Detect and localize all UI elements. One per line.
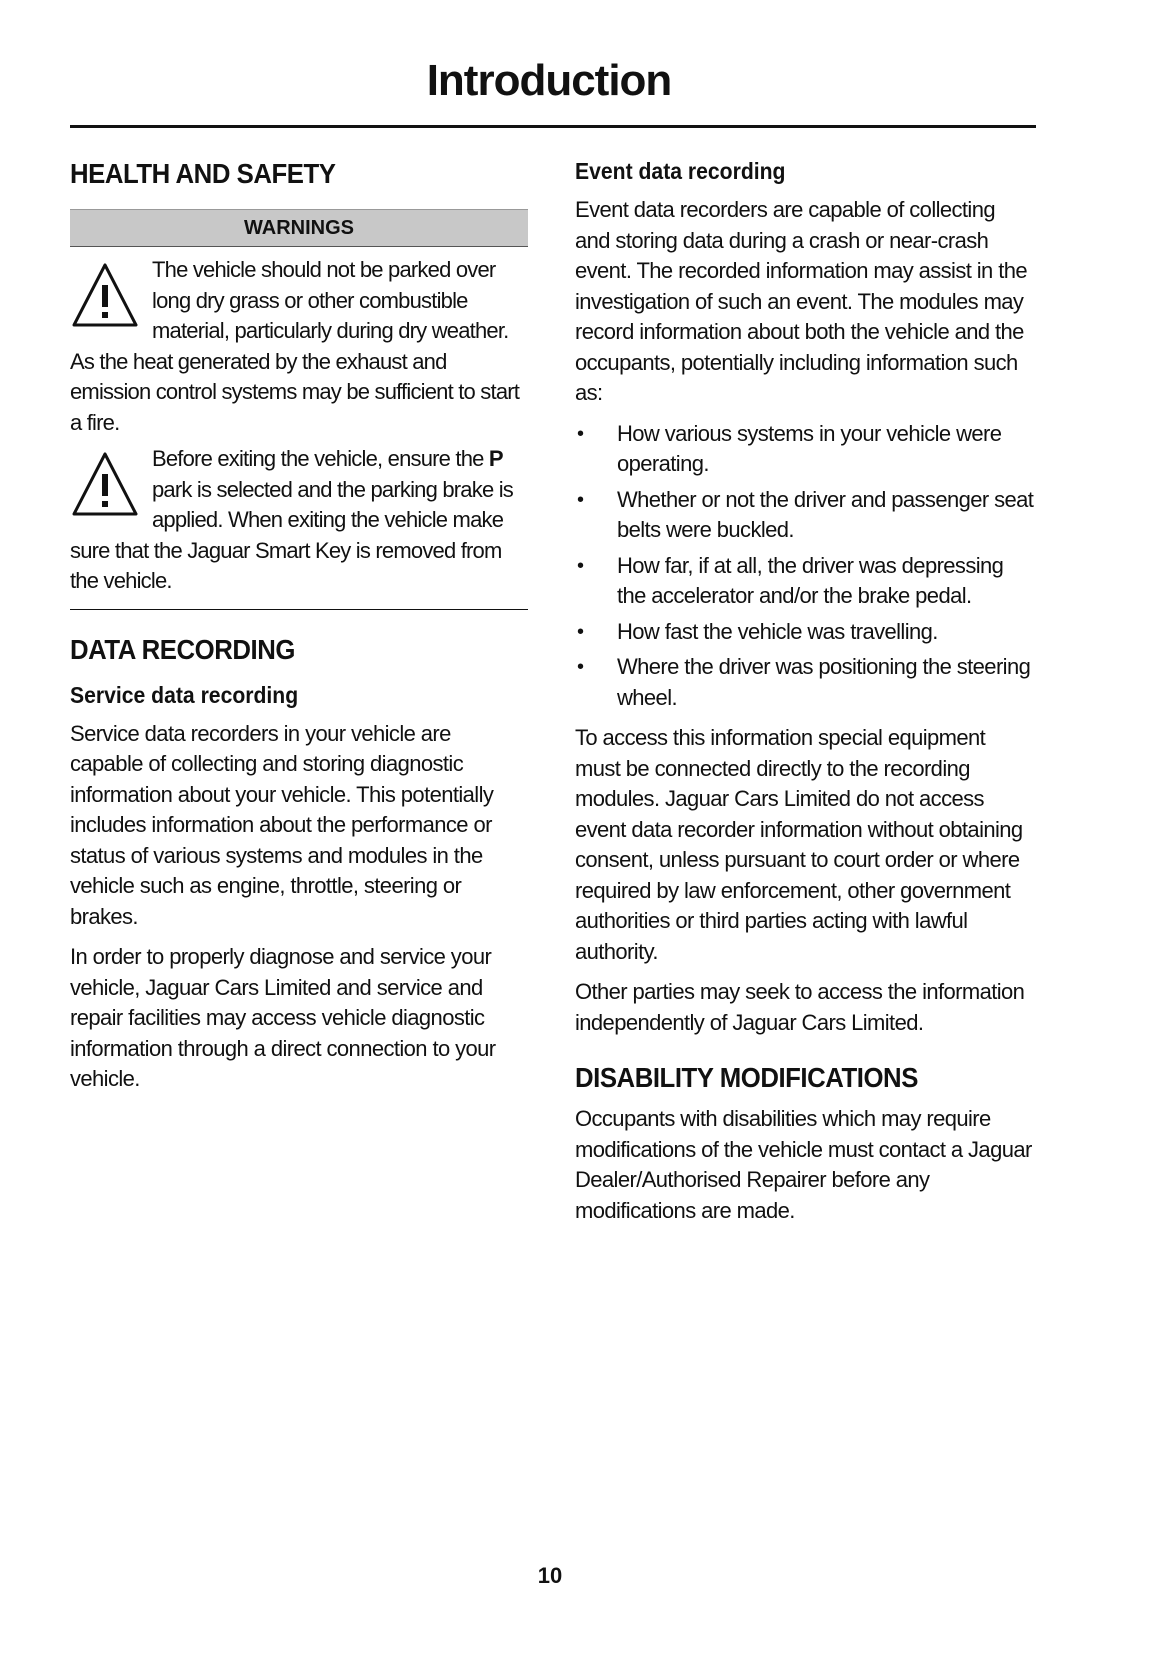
service-data-heading: Service data recording <box>70 681 299 708</box>
park-gear-indicator: P <box>488 446 503 471</box>
paragraph: In order to properly diagnose and service your vehicle, Jaguar Cars Limited and service and repair facilities may access vehicle diagnostic information through a direct connection to your vehicle. <box>70 944 496 1091</box>
warning-text: Before exiting the vehicle, ensure the P park is selected and the parking brake is applied. When exiting the vehicle make sure that the Jaguar Smart Key is removed from the vehicle. <box>70 446 513 593</box>
paragraph: Other parties may seek to access the information independently of Jaguar Cars Limited. <box>575 979 1025 1035</box>
warning-item <box>70 255 528 438</box>
list-item: • Whether or not the driver and passenger seat belts were buckled. <box>575 485 1035 546</box>
page-number: 10 <box>537 1563 563 1588</box>
data-recording-heading: DATA RECORDING <box>70 633 295 665</box>
list-item: • How far, if at all, the driver was depressing the accelerator and/or the brake pedal. <box>575 551 1035 612</box>
paragraph: Event data recorders are capable of collecting and storing data during a crash or near-crash event. The recorded information may assist in the investigation of such an event. The modules may record information about both the vehicle and the occupants, potentially including information such as: <box>575 197 1027 405</box>
title-divider <box>70 125 1036 128</box>
health-safety-heading: HEALTH AND SAFETY <box>70 158 336 189</box>
left-column <box>70 158 528 1095</box>
warning-triangle-icon <box>70 259 140 339</box>
list-item: • How various systems in your vehicle were operating. <box>575 419 1035 480</box>
list-item: • Where the driver was positioning the steering wheel. <box>575 652 1035 713</box>
event-data-heading: Event data recording <box>575 158 786 184</box>
warning-item <box>70 444 528 597</box>
list-item: • How fast the vehicle was travelling. <box>575 617 1035 648</box>
right-column <box>575 158 1035 1226</box>
warnings-divider <box>70 609 528 610</box>
event-data-list <box>575 419 1035 714</box>
disability-heading: DISABILITY MODIFICATIONS <box>575 1062 918 1093</box>
paragraph: Occupants with disabilities which may require modifications of the vehicle must contact a Jaguar Dealer/Authorised Repairer before any modifications are made. <box>575 1106 1032 1223</box>
paragraph: To access this information special equipment must be connected directly to the recording modules. Jaguar Cars Limited do not access event data recorder information without obtaining consent, unless pursuant to court order or where required by law enforcement, other government authorities or third parties acting with lawful authority. <box>575 725 1023 964</box>
paragraph: Service data recorders in your vehicle are capable of collecting and storing diagnostic information about your vehicle. This potentially includes information about the performance or status of various systems and modules in the vehicle such as engine, throttle, steering or brakes. <box>70 720 494 929</box>
warning-triangle-icon <box>70 448 140 528</box>
page-title: Introduction <box>426 56 672 105</box>
warnings-banner: WARNINGS <box>70 209 528 247</box>
warning-text: The vehicle should not be parked over long dry grass or other combustible material, particularly during dry weather. As the heat generated by the exhaust and emission control systems may be sufficient to start a fire. <box>70 257 520 435</box>
